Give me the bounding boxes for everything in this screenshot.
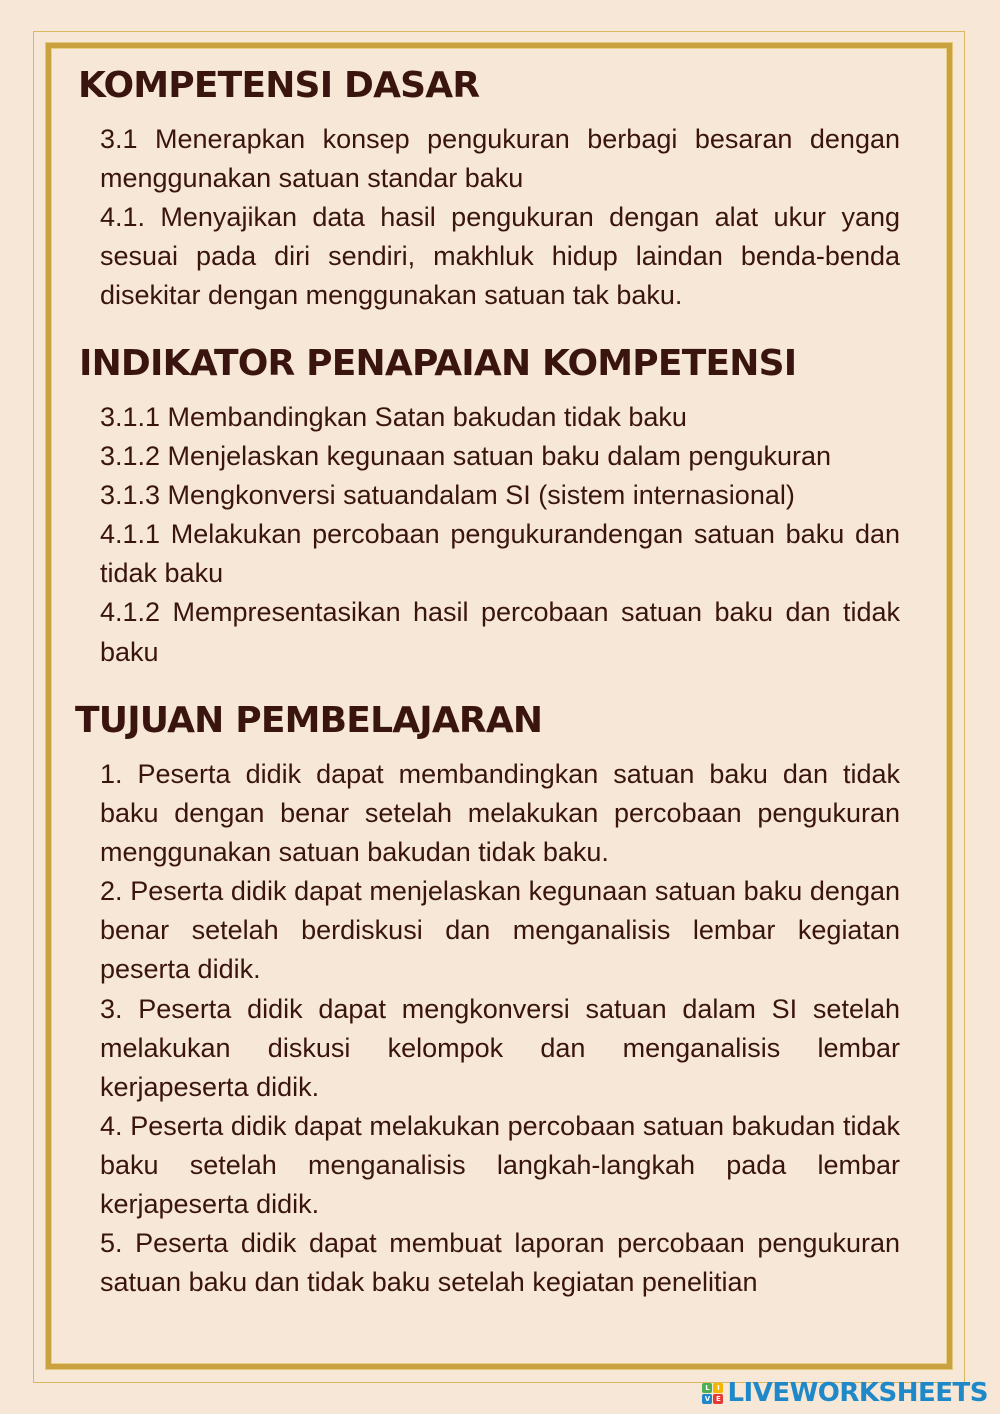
kompetensi-dasar-list <box>100 120 900 315</box>
indikator-item: 3.1.2 Menjelaskan kegunaan satuan baku dalam pengukuran <box>100 441 832 472</box>
watermark-text: LIVEWORKSHEETS <box>727 1378 988 1408</box>
indikator-item: 3.1.1 Membandingkan Satan bakudan tidak baku <box>100 402 687 432</box>
tujuan-item: 5. Peserta didik dapat membuat laporan percobaan pengukuran satuan baku dan tidak baku setelah kegiatan penelitian <box>100 1228 900 1298</box>
indikator-item: 4.1.1 Melakukan percobaan pengukurandengan satuan baku dan tidak baku <box>100 519 900 589</box>
tujuan-item: 3. Peserta didik dapat mengkonversi satuan dalam SI setelah melakukan diskusi kelompok dan menganalisis lembar kerjapeserta didik. <box>100 993 900 1102</box>
tujuan-item: 1. Peserta didik dapat membandingkan satuan baku dan tidak baku dengan benar setelah melakukan percobaan pengukuran menggunakan satuan bakudan tidak baku. <box>100 759 900 868</box>
heading-kompetensi-dasar: KOMPETENSI DASAR <box>78 65 480 106</box>
heading-indikator: INDIKATOR PENAPAIAN KOMPETENSI <box>79 343 797 384</box>
liveworksheets-logo-icon: L I V E <box>702 1383 723 1404</box>
kompetensi-item: 3.1 Menerapkan konsep pengukuran berbagi besaran dengan menggunakan satuan standar baku <box>100 124 900 194</box>
tujuan-item: 2. Peserta didik dapat menjelaskan kegunaan satuan baku dengan benar setelah berdiskusi dan menganalisis lembar kegiatan peserta didik. <box>100 876 900 985</box>
indikator-item: 3.1.3 Mengkonversi satuandalam SI (sistem internasional) <box>100 480 795 511</box>
indikator-list <box>100 398 900 672</box>
tujuan-list <box>100 755 900 1302</box>
heading-tujuan-pembelajaran: TUJUAN PEMBELAJARAN <box>75 700 543 741</box>
liveworksheets-watermark[interactable] <box>702 1378 988 1408</box>
kompetensi-item: 4.1. Menyajikan data hasil pengukuran dengan alat ukur yang sesuai pada diri sendiri, makhluk hidup laindan benda-benda disekitar dengan menggunakan satuan tak baku. <box>100 202 900 311</box>
indikator-item: 4.1.2 Mempresentasikan hasil percobaan satuan baku dan tidak baku <box>100 597 900 667</box>
tujuan-item: 4. Peserta didik dapat melakukan percobaan satuan bakudan tidak baku setelah menganalisis langkah-langkah pada lembar kerjapeserta didik. <box>100 1110 900 1220</box>
